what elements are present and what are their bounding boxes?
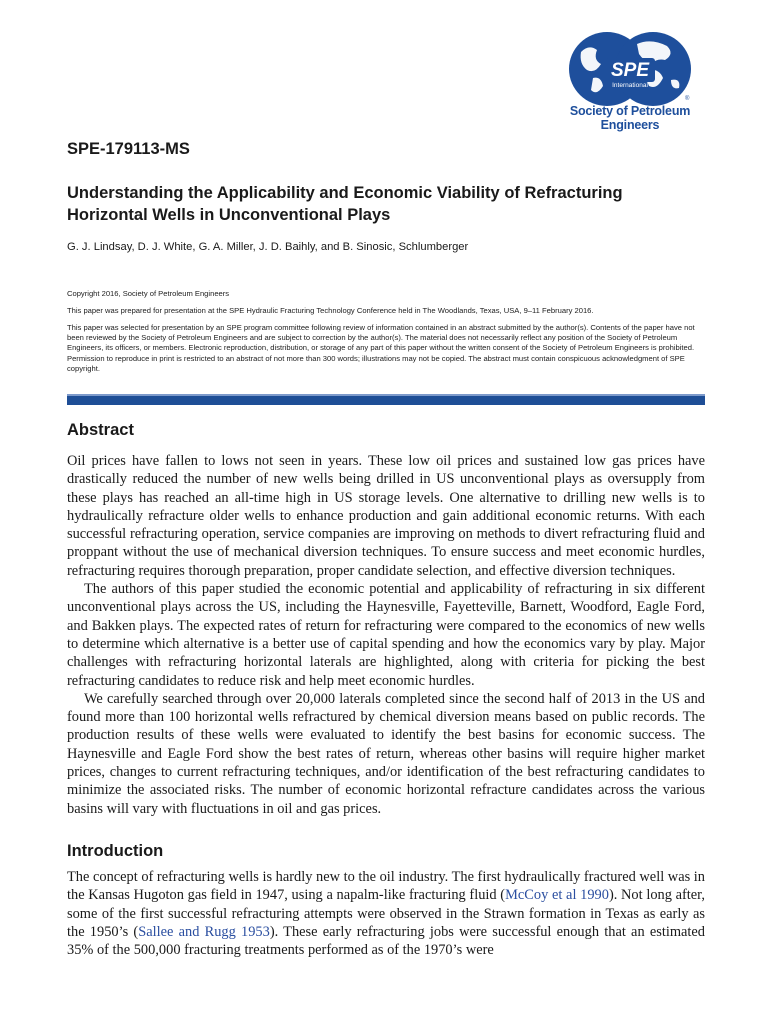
abstract-paragraph-2: The authors of this paper studied the economic potential and applicability of refracturing in six different unconventional plays across the US, including the Haynesville, Fayetteville, Barnett, Woodford, Eagle Ford, and Bakken plays. The expected rates of return for refracturing were compared to the economics of new wells to determine which alternative is a better use of capital spending and how the economics vary by play. Major challenges with refracturing horizontal laterals are highlighted, along with criteria for picking the best refracturing candidates to reduce risk and help meet economic hurdles. xyxy=(67,581,705,689)
abstract-heading: Abstract xyxy=(67,421,134,439)
abstract-paragraph-3: We carefully searched through over 20,000 laterals completed since the second half of 2013 in the US and found more than 100 horizontal wells refractured by chemical diversion means based on public records. The production results of these wells were evaluated to identify the best basins for economic success. The Haynesville and Eagle Ford show the best rates of return, whereas other basins will require higher market prices, changes to current refracturing techniques, and/or identification of the best refracturing candidates to minimize the associated risks. The number of economic horizontal refracture candidates across the various basins will vary with fluctuations in oil and gas prices. xyxy=(67,690,705,817)
citation-link-sallee[interactable]: Sallee and Rugg 1953 xyxy=(138,923,270,940)
society-name: Society of Petroleum Engineers xyxy=(569,104,691,132)
introduction-body xyxy=(67,868,705,959)
citation-link-mccoy[interactable]: McCoy et al 1990 xyxy=(505,887,609,904)
intro-text-2: ). Not long after, some of the first successful refracturing attempts were observed in the Strawn formation in Texas as early as the 1950’s ( xyxy=(67,887,705,940)
spe-logo xyxy=(545,30,715,132)
copyright-notice: This paper was selected for presentation by an SPE program committee following review of information contained in an abstract submitted by the author(s). Contents of the paper have not been reviewed by the Society of Petroleum Engineers and are subject to correction by the author(s). The material does not necessarily reflect any position of the Society of Petroleum Engineers, its officers, or members. Electronic reproduction, distribution, or storage of any part of this paper without the written consent of the Society of Petroleum Engineers is prohibited. Permission to reproduce in print is restricted to an abstract of not more than 300 words; illustrations may not be copied. The abstract must contain conspicuous acknowledgment of SPE copyright. xyxy=(67,323,695,373)
logo-subtext: International xyxy=(612,82,648,89)
copyright-line: Copyright 2016, Society of Petroleum Engineers xyxy=(67,289,230,298)
logo-acronym: SPE xyxy=(610,60,650,81)
conference-note: This paper was prepared for presentation at the SPE Hydraulic Fracturing Technology Conference held in The Woodlands, Texas, USA, 9–11 February 2016. xyxy=(67,306,594,315)
paper-id: SPE-179113-MS xyxy=(67,140,190,158)
abstract-paragraph-1: Oil prices have fallen to lows not seen in years. These low oil prices and sustained low gas prices have drastically reduced the number of new wells being drilled in US unconventional plays as oversupply from these plays has reached an all-time high in US storage levels. One alternative to drilling new wells is to hydraulically refracture older wells to enhance production and gain additional economic returns. With each successful refracturing operation, service companies are improving on methods to divert refracturing fluid and proppant without the use of mechanical diversion techniques. To ensure success and meet economic hurdles, refracturing requires thorough preparation, proper candidate selection, and effective diversion techniques. xyxy=(67,453,705,579)
svg-text:®: ® xyxy=(685,96,690,102)
introduction-paragraph-1 xyxy=(67,868,705,959)
introduction-heading: Introduction xyxy=(67,842,164,860)
abstract-body xyxy=(67,452,705,818)
paper-title: Understanding the Applicability and Economic Viability of Refracturing Horizontal Wells in Unconventional Plays xyxy=(67,184,623,224)
intro-text-3: ). These early refracturing jobs were successful enough that an estimated 35% of the 500,000 fracturing treatments performed as of the 1970’s were xyxy=(67,923,706,959)
section-divider xyxy=(67,396,705,405)
globe-icon xyxy=(567,30,693,108)
intro-text-1: The concept of refracturing wells is hardly new to the oil industry. The first hydraulically fractured well was in the Kansas Hugoton gas field in 1947, using a napalm-like fracturing fluid ( xyxy=(67,869,705,904)
author-list: G. J. Lindsay, D. J. White, G. A. Miller, J. D. Baihly, and B. Sinosic, Schlumberger xyxy=(67,241,469,253)
